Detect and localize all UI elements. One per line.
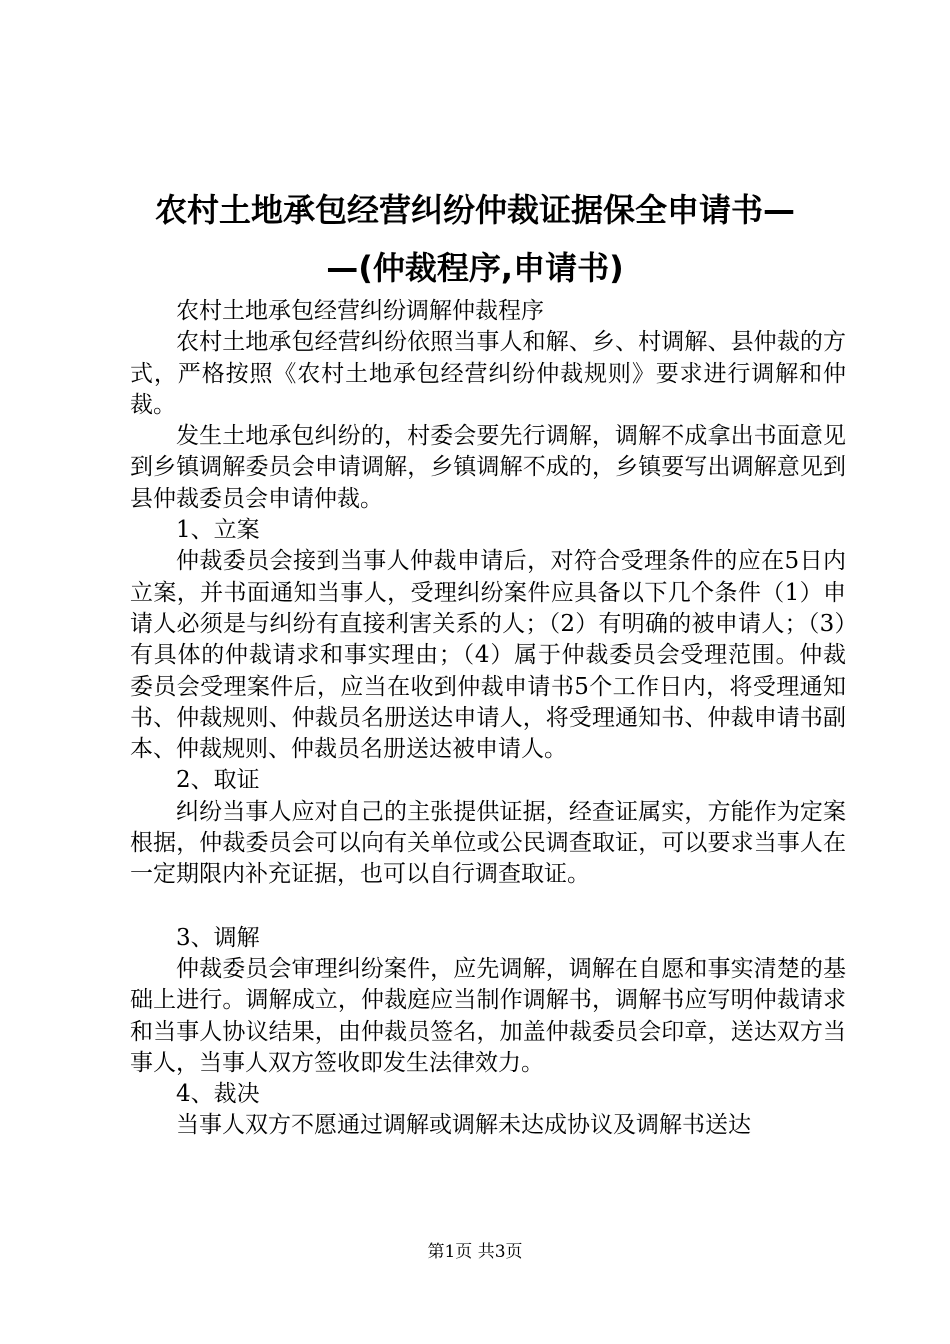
section-heading-ruling: 4、裁决 xyxy=(176,1081,260,1108)
document-title-line-1: 农村土地承包经营纠纷仲裁证据保全申请书— xyxy=(154,191,795,229)
document-body xyxy=(130,296,846,1142)
paragraph: 农村土地承包经营纠纷依照当事人和解、乡、村调解、县仲裁的方式，严格按照《农村土地承包经营纠纷仲裁规则》要求进行调解和仲裁。 xyxy=(130,329,846,418)
paragraph: 当事人双方不愿通过调解或调解未达成协议及调解书送达 xyxy=(176,1112,751,1139)
document-title-line-2: —(仲裁程序,申请书) xyxy=(326,249,624,287)
paragraph: 仲裁委员会审理纠纷案件，应先调解，调解在自愿和事实清楚的基础上进行。调解成立，仲裁庭应当制作调解书，调解书应写明仲裁请求和当事人协议结果，由仲裁员签名，加盖仲裁委员会印章，送达双方当事人，当事人双方签收即发生法律效力。 xyxy=(130,955,846,1076)
paragraph: 仲裁委员会接到当事人仲裁申请后，对符合受理条件的应在5日内立案，并书面通知当事人，受理纠纷案件应具备以下几个条件（1）申请人必须是与纠纷有直接利害关系的人；（2）有明确的被申请人；（3）有具体的仲裁请求和事实理由；（4）属于仲裁委员会受理范围。仲裁委员会受理案件后，应当在收到仲裁申请书5个工作日内，将受理通知书、仲裁规则、仲裁员名册送达申请人，将受理通知书、仲裁申请书副本、仲裁规则、仲裁员名册送达被申请人。 xyxy=(130,548,846,763)
paragraph-heading: 农村土地承包经营纠纷调解仲裁程序 xyxy=(176,298,544,324)
section-heading-mediation: 3、调解 xyxy=(176,924,260,951)
paragraph: 纠纷当事人应对自己的主张提供证据，经查证属实，方能作为定案根据，仲裁委员会可以向有关单位或公民调查取证，可以要求当事人在一定期限内补充证据，也可以自行调查取证。 xyxy=(130,798,846,888)
section-heading-evidence: 2、取证 xyxy=(176,767,260,794)
paragraph: 发生土地承包纠纷的，村委会要先行调解，调解不成拿出书面意见到乡镇调解委员会申请调解，乡镇调解不成的，乡镇要写出调解意见到县仲裁委员会申请仲裁。 xyxy=(130,423,846,512)
section-heading-filing: 1、立案 xyxy=(176,517,260,544)
page-footer: 第1页 共3页 xyxy=(427,1242,523,1262)
